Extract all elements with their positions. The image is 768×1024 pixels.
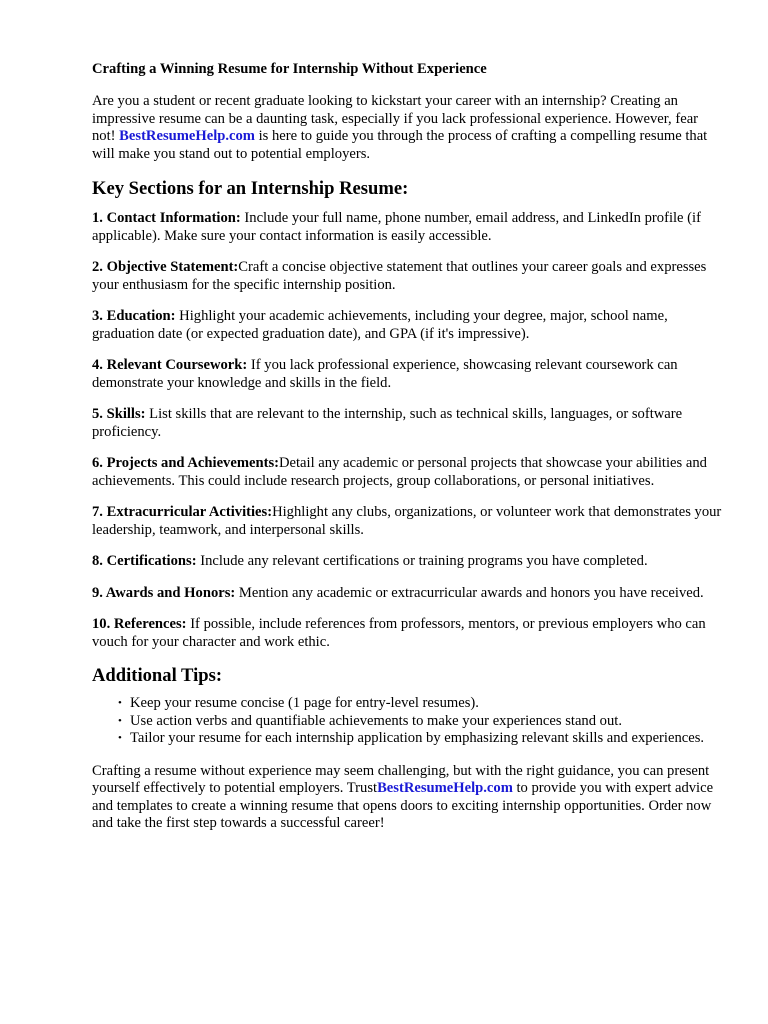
section-item-education	[92, 308, 722, 343]
section-text: Craft a concise objective statement that outlines your career goals and expresses your enthusiasm for the specific internship position.	[92, 259, 707, 293]
section-text: Mention any academic or extracurricular awards and honors you have received.	[235, 584, 704, 601]
bullet-icon: •	[118, 732, 122, 744]
closing-text-after-link: to provide you with expert advice and templates to create a winning resume that opens doors to exciting internship opportunities. Order now and take the first step towards a successful career!	[92, 780, 714, 831]
section-label: 8. Certifications:	[92, 553, 197, 569]
tip-text: Tailor your resume for each internship application by emphasizing relevant skills and experiences.	[130, 730, 705, 746]
closing-paragraph	[92, 763, 722, 833]
section-item-skills	[92, 406, 722, 441]
section-item-contact	[92, 210, 722, 245]
section-text: Include any relevant certifications or training programs you have completed.	[196, 553, 648, 569]
section-item-extracurricular	[92, 504, 722, 539]
bullet-icon: •	[118, 697, 122, 709]
section-label: 6. Projects and Achievements:	[92, 455, 279, 471]
intro-text-after-link: is here to guide you through the process of crafting a compelling resume that will make you stand out to potential employers.	[92, 128, 708, 162]
section-text: Include your full name, phone number, email address, and LinkedIn profile (if applicable). Make sure your contact information is easily accessible.	[92, 210, 701, 244]
section-text: If you lack professional experience, showcasing relevant coursework can demonstrate your knowledge and skills in the field.	[92, 357, 678, 391]
section-text: Highlight any clubs, organizations, or volunteer work that demonstrates your leadership, teamwork, and interpersonal skills.	[92, 504, 722, 538]
document-page	[92, 60, 722, 833]
section-label: 5. Skills:	[92, 406, 146, 422]
section-label: 4. Relevant Coursework:	[92, 357, 248, 373]
tip-text: Keep your resume concise (1 page for entry-level resumes).	[130, 695, 479, 711]
list-item	[118, 713, 722, 731]
tip-text: Use action verbs and quantifiable achievements to make your experiences stand out.	[130, 712, 622, 729]
closing-text-before-link: Crafting a resume without experience may seem challenging, but with the right guidance, you can present yourself effectively to potential employers. Trust	[92, 762, 710, 796]
section-text: Highlight your academic achievements, including your degree, major, school name, graduation date (or expected graduation date), and GPA (if it's impressive).	[92, 308, 668, 342]
bullet-icon: •	[118, 714, 122, 727]
section-text: List skills that are relevant to the internship, such as technical skills, languages, or software proficiency.	[92, 406, 683, 440]
tips-list	[92, 695, 722, 748]
section-item-certifications	[92, 553, 722, 571]
section-item-references	[92, 616, 722, 651]
closing-site-link[interactable]: BestResumeHelp.com	[377, 780, 513, 796]
section-item-coursework	[92, 357, 722, 392]
section-text: If possible, include references from professors, mentors, or previous employers who can vouch for your character and work ethic.	[92, 616, 706, 650]
section-item-awards	[92, 585, 722, 603]
intro-paragraph	[92, 93, 722, 163]
section-label: 3. Education:	[92, 308, 176, 324]
list-item	[118, 695, 722, 713]
section-text: Detail any academic or personal projects that showcase your abilities and achievements. This could include research projects, group collaborations, or personal initiatives.	[92, 455, 707, 489]
additional-tips-heading: Additional Tips:	[92, 665, 223, 686]
intro-site-link[interactable]: BestResumeHelp.com	[119, 128, 255, 144]
section-label: 7. Extracurricular Activities:	[92, 504, 273, 520]
section-label: 1. Contact Information:	[92, 210, 241, 226]
section-label: 2. Objective Statement:	[92, 259, 239, 275]
document-title: Crafting a Winning Resume for Internship Without Experience	[92, 61, 487, 77]
list-item	[118, 730, 722, 748]
section-label: 10. References:	[92, 616, 187, 632]
section-label: 9. Awards and Honors:	[92, 584, 236, 601]
section-item-objective	[92, 259, 722, 294]
section-item-projects	[92, 455, 722, 490]
key-sections-heading: Key Sections for an Internship Resume:	[92, 178, 409, 199]
intro-text-before-link: Are you a student or recent graduate looking to kickstart your career with an internship? Creating an impressive resume can be a daunting task, especially if you lack professional experience. However, fear not!	[92, 93, 699, 144]
